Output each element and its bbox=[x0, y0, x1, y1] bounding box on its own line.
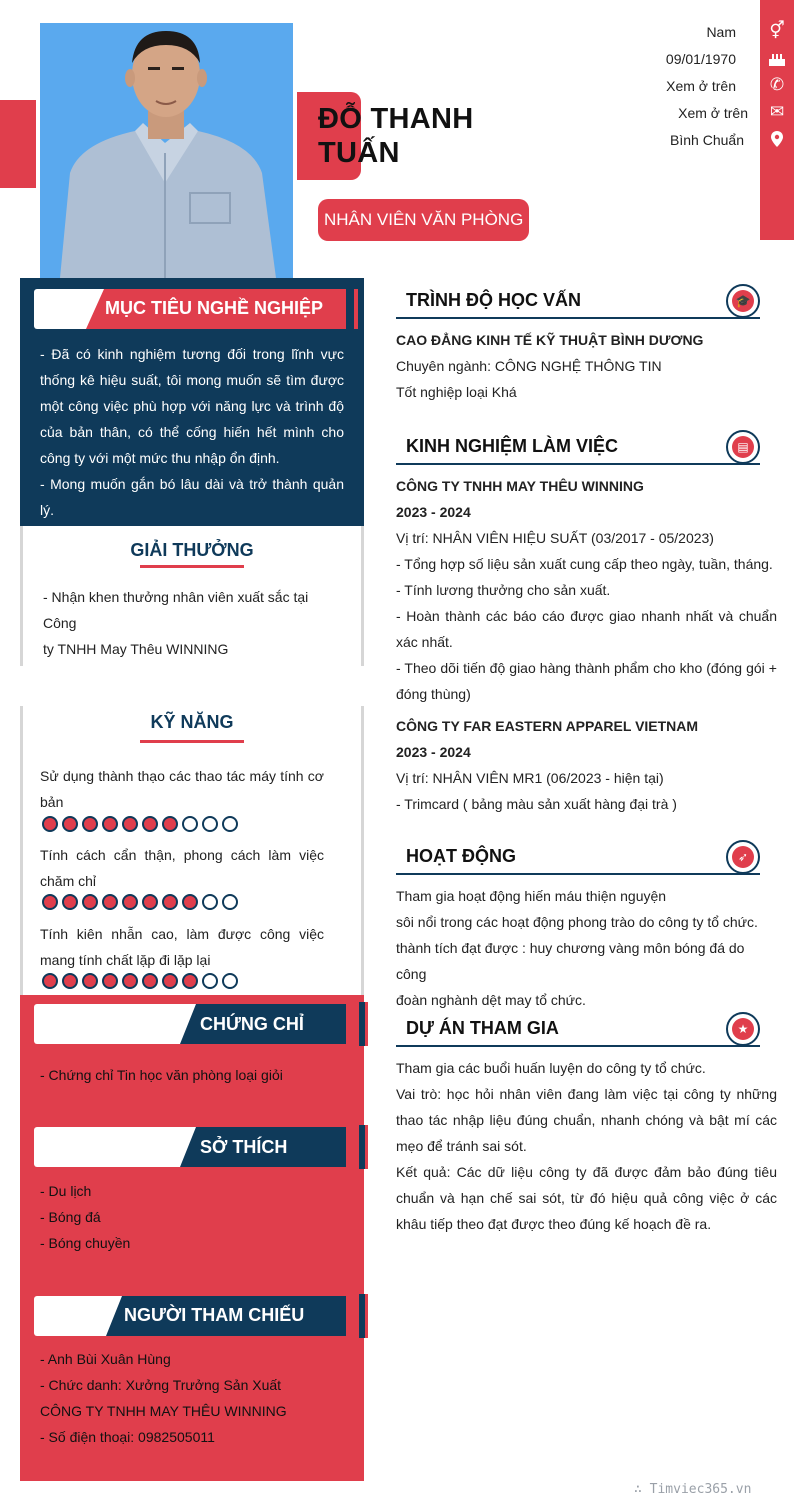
objective-line: thống kê hiệu suất, tôi mong muốn sẽ tìm được bbox=[40, 372, 344, 388]
skill-item bbox=[40, 763, 324, 815]
projects-title: DỰ ÁN THAM GIA bbox=[406, 1018, 559, 1038]
rating-dot-filled bbox=[82, 973, 98, 989]
skill-item bbox=[40, 921, 324, 973]
job-duty: - Tính lương thưởng cho sản xuất. bbox=[396, 582, 611, 598]
star-folder-icon: ★ bbox=[726, 1012, 760, 1046]
rating-dot-empty bbox=[202, 816, 218, 832]
rocket-icon: ➶ bbox=[726, 840, 760, 874]
rating-dot-empty bbox=[202, 894, 218, 910]
skills-title: KỸ NĂNG bbox=[150, 712, 234, 732]
references-title: NGƯỜI THAM CHIẾU bbox=[124, 1305, 305, 1325]
rating-dot-filled bbox=[162, 894, 178, 910]
skill-label-line2: bản bbox=[40, 794, 64, 810]
hobby-line: - Du lịch bbox=[40, 1183, 92, 1199]
objective-line: của bản thân, có thể cống hiến hết mình cho bbox=[40, 424, 344, 440]
experience-job bbox=[396, 713, 777, 817]
experience-underline bbox=[396, 463, 760, 465]
skill-label-line2: chăm chỉ bbox=[40, 873, 97, 889]
decor-red-tab bbox=[0, 100, 36, 188]
rating-dot-filled bbox=[62, 894, 78, 910]
project-line: chuẩn và hạn chế sai sót, từ đó hiệu quả công việc ở các bbox=[396, 1190, 777, 1206]
objective-header-stripe bbox=[354, 289, 358, 329]
activity-line: Tham gia hoạt động hiến máu thiện nguyện bbox=[396, 888, 667, 904]
birthday-cake-icon bbox=[760, 46, 794, 72]
education-underline bbox=[396, 317, 760, 319]
job-period: 2023 - 2024 bbox=[396, 504, 471, 520]
skill-label-line1: Tính cách cẩn thận, phong cách làm việc bbox=[40, 847, 324, 863]
objective-line: một công việc phù hợp với năng lực và trình độ bbox=[40, 398, 344, 414]
rating-dot-filled bbox=[162, 973, 178, 989]
rating-dot-filled bbox=[42, 894, 58, 910]
activity-line: thành tích đạt được : huy chương vàng môn bóng đá do công bbox=[396, 940, 745, 982]
rating-dot-empty bbox=[222, 894, 238, 910]
skills-right-border bbox=[361, 706, 364, 995]
candidate-name-line1: ĐỖ THANH bbox=[318, 103, 474, 135]
rating-dot-filled bbox=[102, 973, 118, 989]
skills-left-border bbox=[20, 706, 23, 995]
skill-rating bbox=[42, 894, 238, 910]
contact-address: Bình Chuẩn bbox=[670, 132, 744, 148]
rating-dot-filled bbox=[122, 894, 138, 910]
project-line: thao tác nhập liệu đúng chuẩn, nhanh chóng và bật mí các bbox=[396, 1112, 777, 1128]
activity-line: đoàn nghành dệt may tổ chức. bbox=[396, 992, 586, 1008]
project-line: Kết quả: Các dữ liệu công ty đã được đảm bảo đúng tiêu bbox=[396, 1164, 777, 1180]
projects-header bbox=[396, 1012, 760, 1048]
references-header-stripe bbox=[356, 1294, 368, 1338]
candidate-name-line2: TUẤN bbox=[318, 137, 400, 169]
rating-dot-filled bbox=[102, 894, 118, 910]
rating-dot-filled bbox=[82, 894, 98, 910]
skill-rating bbox=[42, 816, 238, 832]
job-duty: - Tổng hợp số liệu sản xuất cung cấp theo ngày, tuần, tháng. bbox=[396, 556, 773, 572]
project-line: Tham gia các buổi huấn luyện do công ty tổ chức. bbox=[396, 1060, 706, 1076]
candidate-name bbox=[318, 102, 538, 170]
job-position: Vị trí: NHÂN VIÊN MR1 (06/2023 - hiện tại) bbox=[396, 770, 664, 786]
skills-underline bbox=[140, 740, 244, 743]
hobby-line: - Bóng đá bbox=[40, 1209, 101, 1225]
education-title: TRÌNH ĐỘ HỌC VẤN bbox=[406, 290, 581, 310]
activities-underline bbox=[396, 873, 760, 875]
briefcase-icon: ▤ bbox=[726, 430, 760, 464]
job-period: 2023 - 2024 bbox=[396, 744, 471, 760]
job-title-badge: NHÂN VIÊN VĂN PHÒNG bbox=[318, 199, 529, 241]
job-duty: xác nhất. bbox=[396, 634, 453, 650]
activities-title: HOẠT ĐỘNG bbox=[406, 846, 516, 866]
rating-dot-filled bbox=[122, 973, 138, 989]
watermark: ∴ Timviec365.vn bbox=[634, 1482, 752, 1497]
objective-line: - Mong muốn gắn bó lâu dài và trở thành quản lý. bbox=[40, 476, 344, 518]
job-company: CÔNG TY TNHH MAY THÊU WINNING bbox=[396, 478, 644, 494]
location-pin-glyph bbox=[771, 131, 783, 147]
rating-dot-filled bbox=[182, 894, 198, 910]
objective-line: công ty với một mức thu nhập ổn định. bbox=[40, 450, 280, 466]
education-school: CAO ĐẲNG KINH TẾ KỸ THUẬT BÌNH DƯƠNG bbox=[396, 332, 704, 348]
objective-title: MỤC TIÊU NGHỀ NGHIỆP bbox=[105, 298, 324, 318]
activity-line: sôi nổi trong các hoạt động phong trào do công ty tổ chức. bbox=[396, 914, 758, 930]
job-duty: - Trimcard ( bảng màu sản xuất hàng đại trà ) bbox=[396, 796, 677, 812]
rating-dot-filled bbox=[102, 816, 118, 832]
activities-body bbox=[396, 883, 777, 1013]
awards-text bbox=[43, 584, 343, 662]
skill-label-line1: Tính kiên nhẫn cao, làm được công việc bbox=[40, 926, 324, 942]
reference-line: CÔNG TY TNHH MAY THÊU WINNING bbox=[40, 1403, 287, 1419]
projects-body bbox=[396, 1055, 777, 1237]
skill-rating bbox=[42, 973, 238, 989]
hobbies-text bbox=[40, 1178, 350, 1256]
reference-line: - Anh Bùi Xuân Hùng bbox=[40, 1351, 171, 1367]
job-duty: - Theo dõi tiến độ giao hàng thành phẩm cho kho (đóng gói + bbox=[396, 660, 777, 676]
skill-item bbox=[40, 842, 324, 894]
rating-dot-filled bbox=[82, 816, 98, 832]
experience-title: KINH NGHIỆM LÀM VIỆC bbox=[406, 436, 619, 456]
rating-dot-filled bbox=[142, 894, 158, 910]
contact-gender: Nam bbox=[706, 24, 736, 40]
job-company: CÔNG TY FAR EASTERN APPAREL VIETNAM bbox=[396, 718, 699, 734]
job-duty: - Hoàn thành các báo cáo được giao nhanh nhất và chuẩn bbox=[396, 608, 777, 624]
rating-dot-filled bbox=[42, 816, 58, 832]
job-duty: đóng thùng) bbox=[396, 686, 471, 702]
hobbies-header-stripe bbox=[356, 1125, 368, 1169]
birthday-cake-glyph bbox=[768, 51, 786, 67]
phone-icon: ✆ bbox=[769, 75, 785, 94]
contact-email: Xem ở trên bbox=[678, 105, 748, 121]
references-text bbox=[40, 1346, 350, 1450]
rating-dot-empty bbox=[222, 973, 238, 989]
certificates-title: CHỨNG CHỈ bbox=[200, 1014, 304, 1034]
awards-title: GIẢI THƯỞNG bbox=[130, 540, 254, 560]
rating-dot-filled bbox=[62, 816, 78, 832]
certificates-text bbox=[40, 1062, 350, 1088]
contact-phone: Xem ở trên bbox=[666, 78, 736, 94]
rating-dot-filled bbox=[62, 973, 78, 989]
objective-line: - Đã có kinh nghiệm tương đối trong lĩnh vực bbox=[40, 346, 344, 362]
awards-underline bbox=[140, 565, 244, 568]
contact-dob: 09/01/1970 bbox=[665, 51, 736, 67]
certificate-line: - Chứng chỉ Tin học văn phòng loại giỏi bbox=[40, 1067, 283, 1083]
rating-dot-filled bbox=[162, 816, 178, 832]
skill-label-line1: Sử dụng thành thạo các thao tác máy tính cơ bbox=[40, 768, 324, 784]
experience-job bbox=[396, 473, 777, 707]
objective-text bbox=[40, 341, 344, 523]
rating-dot-filled bbox=[142, 973, 158, 989]
rating-dot-empty bbox=[182, 816, 198, 832]
hobbies-title: SỞ THÍCH bbox=[200, 1137, 288, 1157]
activities-header bbox=[396, 840, 760, 876]
skill-label-line2: mang tính chất lặp đi lặp lại bbox=[40, 952, 211, 968]
envelope-icon: ✉ bbox=[769, 102, 785, 121]
graduation-cap-icon: 🎓 bbox=[726, 284, 760, 318]
profile-photo bbox=[40, 23, 293, 278]
profile-photo-illustration bbox=[40, 23, 293, 278]
education-header bbox=[396, 284, 760, 320]
rating-dot-filled bbox=[42, 973, 58, 989]
project-line: mẹo để tránh sai sót. bbox=[396, 1138, 527, 1154]
awards-line: ty TNHH May Thêu WINNING bbox=[43, 641, 229, 657]
experience-header bbox=[396, 430, 760, 466]
rating-dot-filled bbox=[182, 973, 198, 989]
reference-line: - Số điện thoại: 0982505011 bbox=[40, 1429, 215, 1445]
reference-line: - Chức danh: Xưởng Trưởng Sản Xuất bbox=[40, 1377, 282, 1393]
contact-icon-bar bbox=[760, 0, 794, 240]
projects-underline bbox=[396, 1045, 760, 1047]
rating-dot-empty bbox=[222, 816, 238, 832]
project-line: khâu tiếp theo đạt được theo đúng kế hoạch đề ra. bbox=[396, 1216, 712, 1232]
awards-line: - Nhận khen thưởng nhân viên xuất sắc tại Công bbox=[43, 589, 309, 631]
education-grade: Tốt nghiệp loại Khá bbox=[396, 384, 517, 400]
rating-dot-empty bbox=[202, 973, 218, 989]
certificates-header-stripe bbox=[356, 1002, 368, 1046]
education-major: Chuyên ngành: CÔNG NGHỆ THÔNG TIN bbox=[396, 358, 662, 374]
gender-icon: ⚥ bbox=[769, 21, 785, 40]
rating-dot-filled bbox=[142, 816, 158, 832]
project-line: Vai trò: học hỏi nhân viên đang làm việc tại công ty những bbox=[396, 1086, 777, 1102]
hobby-line: - Bóng chuyền bbox=[40, 1235, 131, 1251]
rating-dot-filled bbox=[122, 816, 138, 832]
education-body bbox=[396, 327, 777, 405]
job-position: Vị trí: NHÂN VIÊN HIỆU SUẤT (03/2017 - 05/2023) bbox=[396, 530, 714, 546]
location-pin-icon bbox=[760, 126, 794, 152]
